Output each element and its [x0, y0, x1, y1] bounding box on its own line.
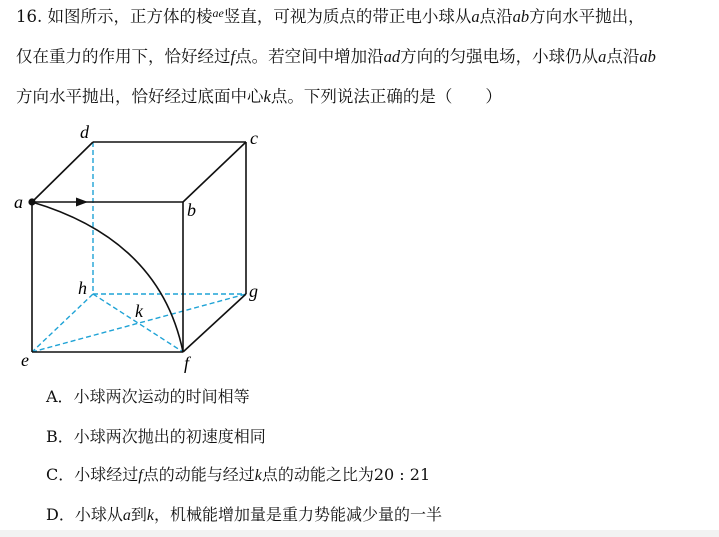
option-c[interactable]	[46, 464, 430, 487]
label-h: h	[78, 278, 87, 298]
edge-cb	[183, 142, 246, 202]
option-text: 点的动能之比为	[261, 465, 374, 484]
point-a-dot	[28, 198, 35, 205]
option-letter: B．	[46, 427, 74, 446]
question-text: 点。下列说法正确的是（ ）	[270, 87, 502, 106]
variable-ab: ab	[639, 47, 656, 66]
velocity-arrow	[76, 198, 88, 207]
variable-a: a	[471, 7, 480, 26]
option-letter: C．	[46, 465, 75, 484]
question-text: 点沿	[479, 7, 513, 26]
variable-k: k	[254, 467, 262, 484]
hidden-edge-he	[32, 294, 93, 352]
option-letter: A．	[46, 387, 74, 406]
variable-k: k	[263, 87, 271, 106]
question-text: 方向的匀强电场，小球仍从	[400, 47, 599, 66]
option-text: 小球两次抛出的初速度相同	[73, 427, 266, 446]
variable-f: f	[230, 47, 236, 66]
edge-fg	[183, 294, 246, 352]
question-text: 方向水平抛出，恰好经过底面中心	[16, 87, 264, 106]
label-b: b	[187, 200, 196, 220]
variable-ad: ad	[383, 47, 401, 66]
option-text: ，机械能增加量是重力势能减少量的一半	[153, 505, 442, 524]
question-text: 如图所示，正方体的棱	[47, 7, 213, 26]
question-number: 16.	[16, 7, 43, 26]
variable-ae: ae	[212, 6, 224, 20]
option-text: 点的动能与经过	[142, 465, 255, 484]
label-c: c	[250, 128, 258, 148]
edge-ad	[32, 142, 93, 202]
option-d[interactable]	[46, 504, 442, 527]
option-b[interactable]	[46, 426, 266, 448]
option-text: 到	[130, 505, 147, 524]
label-f: f	[184, 353, 190, 373]
variable-ab: ab	[512, 7, 530, 26]
option-a[interactable]	[46, 386, 250, 408]
label-e: e	[21, 350, 29, 370]
question-text: 竖直，可视为质点的带正电小球从	[223, 7, 472, 26]
label-d: d	[80, 122, 89, 142]
question-text: 点。若空间中增加沿	[235, 47, 384, 66]
label-a: a	[14, 192, 23, 212]
label-g: g	[249, 281, 258, 301]
variable-k: k	[146, 507, 154, 524]
label-k: k	[135, 301, 143, 321]
variable-f: f	[138, 467, 143, 484]
question-text: 方向水平抛出，	[529, 7, 645, 26]
option-text: 小球从	[74, 505, 123, 524]
bottom-divider	[0, 530, 719, 537]
variable-a: a	[122, 507, 131, 524]
option-letter: D．	[46, 505, 75, 524]
ratio-value: 20 : 21	[373, 465, 431, 484]
option-text: 小球两次运动的时间相等	[73, 387, 250, 406]
option-text: 小球经过	[74, 465, 139, 484]
question-text: 点沿	[606, 47, 640, 66]
question-text: 仅在重力的作用下，恰好经过	[16, 47, 231, 66]
variable-a: a	[598, 47, 607, 66]
